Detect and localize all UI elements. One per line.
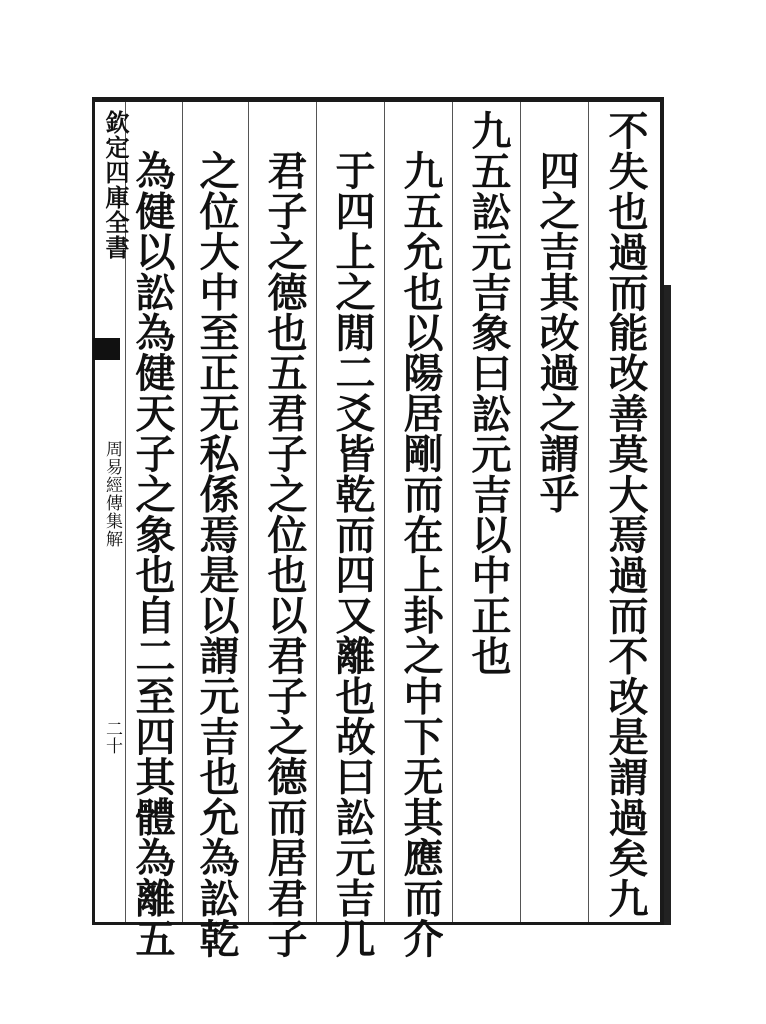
margin-book-title: 周易經傳集解 xyxy=(102,440,122,548)
column-divider xyxy=(316,102,317,922)
text-column-1: 不失也過而能改善莫大焉過而不改是謂過矣九 xyxy=(602,110,649,918)
right-edge-bar xyxy=(664,285,671,925)
text-column-3: 九五訟元吉象曰訟元吉以中正也 xyxy=(465,110,512,676)
margin-title: 欽定四庫全書 xyxy=(101,110,130,260)
column-divider xyxy=(248,102,249,922)
text-column-2: 四之吉其改過之謂乎 xyxy=(533,150,580,514)
text-column-6: 君子之德也五君子之位也以君子之德而居君子 xyxy=(261,150,308,958)
text-column-4: 九五允也以陽居剛而在上卦之中下无其應而介 xyxy=(397,150,444,958)
column-divider xyxy=(452,102,453,922)
page-number: 二十 xyxy=(102,720,122,754)
text-column-8: 為健以訟為健天子之象也自二至四其體為離五 xyxy=(129,150,176,958)
fish-tail-mark xyxy=(93,338,120,360)
text-column-7: 之位大中至正无私係焉是以謂元吉也允為訟乾 xyxy=(193,150,240,958)
frame-left-border xyxy=(92,97,95,925)
text-column-5: 于四上之閒二爻皆乾而四又離也故曰訟元吉几 xyxy=(329,150,376,958)
column-divider xyxy=(384,102,385,922)
frame-top-border xyxy=(92,97,664,102)
frame-bottom-border xyxy=(92,922,664,925)
column-divider xyxy=(520,102,521,922)
column-divider xyxy=(588,102,589,922)
column-divider xyxy=(182,102,183,922)
